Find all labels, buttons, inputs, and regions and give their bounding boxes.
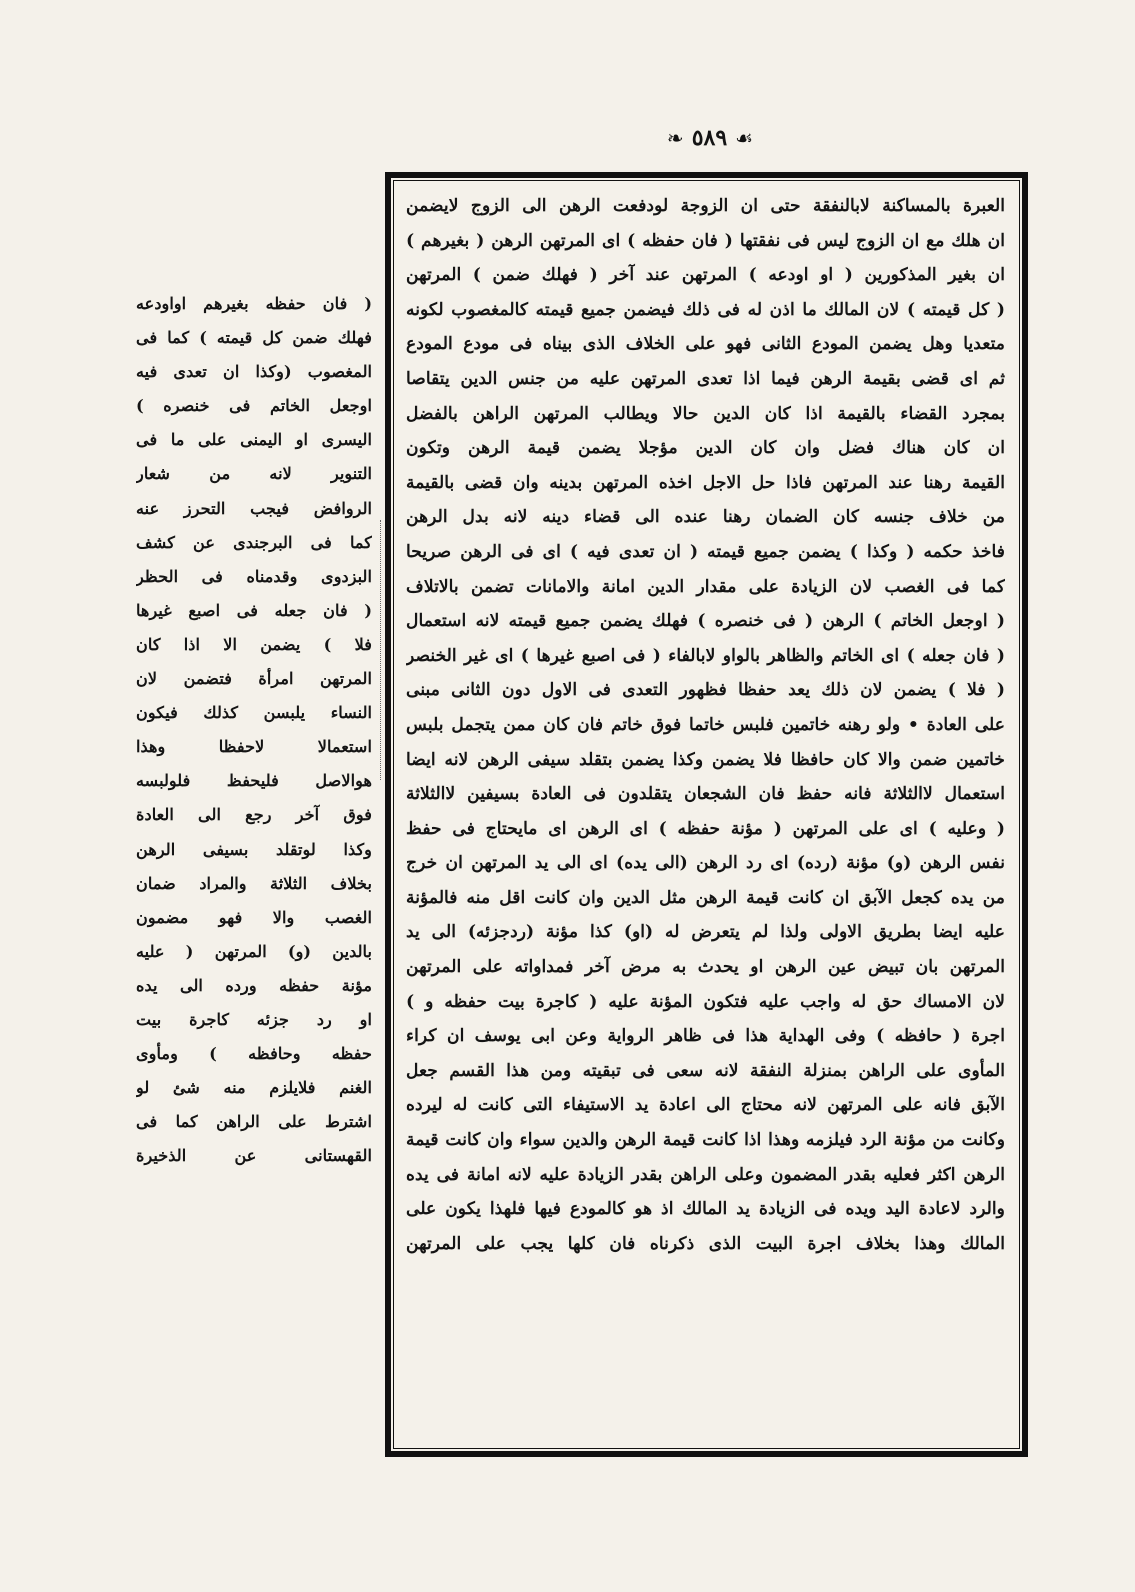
margin-text-line: فوق آخر رجع الى العادة xyxy=(136,805,372,825)
margin-commentary xyxy=(136,287,372,1173)
main-text-line: ( فان جعله ) اى الخاتم والظاهر بالواو لابالفاء ( فى اصبع غيرها ) اى غير الخنصر xyxy=(406,645,1005,666)
main-text-line: المرتهن بان تبيض عين الرهن او يحدث به مرض آخر فمداواته على المرتهن xyxy=(406,957,1005,978)
main-text-line: من يده كجعل الآبق ان كانت قيمة الرهن مثل الدين وان كانت اقل منه فالمؤنة xyxy=(406,887,1005,908)
ornament-left-icon: ❧ xyxy=(666,126,684,150)
margin-text-line: استعمالا لاحفظا وهذا xyxy=(136,737,372,757)
margin-text-line: او رد جزئه كاجرة بيت xyxy=(136,1009,372,1029)
column-divider xyxy=(380,520,382,780)
main-text-line: الآبق فانه على المرتهن لانه محتاج الى اعادة يد الاستيفاء التى كانت له ليرده xyxy=(406,1095,1005,1116)
margin-text-line: النساء يلبسن كذلك فيكون xyxy=(136,703,372,723)
margin-text-line: المغصوب (وكذا ان تعدى فيه xyxy=(136,362,372,382)
main-text-line: فاخذ حكمه ( وكذا ) يضمن جميع قيمته ( ان تعدى فيه ) اى فى الرهن صريحا xyxy=(406,541,1005,562)
margin-text-line: بالدين (و) المرتهن ( عليه xyxy=(136,941,372,961)
margin-text-line: فهلك ضمن كل قيمته ) كما فى xyxy=(136,328,372,348)
ornament-right-icon: ☙ xyxy=(735,126,754,150)
main-text-line: ( اوجعل الخاتم ) الرهن ( فى خنصره ) فهلك يضمن جميع قيمته لانه استعمال xyxy=(406,611,1005,632)
main-text-line: من خلاف جنسه كان الضمان رهنا عنده الى قضاء دينه لانه بدل الرهن xyxy=(406,507,1005,528)
main-text-line: كما فى الغصب لان الزيادة على مقدار الدين امانة والامانات تضمن بالاتلاف xyxy=(406,576,1005,597)
page-number: ٥٨٩ xyxy=(691,125,728,151)
margin-text-line: بخلاف الثلاثة والمراد ضمان xyxy=(136,873,372,893)
main-text-body xyxy=(393,180,1020,1449)
margin-text-line: كما فى البرجندى عن كشف xyxy=(136,532,372,552)
margin-text-line: فلا ) يضمن الا اذا كان xyxy=(136,634,372,654)
main-text-line: ( فلا ) يضمن لان ذلك يعد حفظا فظهور التعدى فى الاول دون الثانى مبنى xyxy=(406,680,1005,701)
margin-text-line: وكذا لوتقلد بسيفى الرهن xyxy=(136,839,372,859)
main-text-line: ان بغير المذكورين ( او اودعه ) المرتهن عند آخر ( فهلك ضمن ) المرتهن xyxy=(406,265,1005,286)
main-text-line: خاتمين ضمن والا كان حافظا فلا يضمن وكذا يضمن بتقلد سيفى الرهن لانه ايضا xyxy=(406,749,1005,770)
margin-text-line: مؤنة حفظه ورده الى يده xyxy=(136,975,372,995)
margin-text-line: القهستانى عن الذخيرة xyxy=(136,1146,372,1166)
main-text-line: لان الامساك حق له واجب عليه فتكون المؤنة عليه ( كاجرة بيت حفظه و ) xyxy=(406,991,1005,1012)
main-text-line: وكانت من مؤنة الرد فيلزمه وهذا اذا كانت قيمة الرهن والدين سواء وان كانت قيمة xyxy=(406,1130,1005,1151)
main-text-line: القيمة رهنا عند المرتهن فاذا حل الاجل اخذه المرتهن بدينه وان قضى بالقيمة xyxy=(406,472,1005,493)
main-text-line: ان كان هناك فضل وان كان الدين مؤجلا يضمن قيمة الرهن وتكون xyxy=(406,438,1005,459)
margin-text-line: اليسرى او اليمنى على ما فى xyxy=(136,430,372,450)
main-text-line: ( وعليه ) اى على المرتهن ( مؤنة حفظه ) اى الرهن اى مايحتاج فى حفظ xyxy=(406,818,1005,839)
main-text-line: على العادة • ولو رهنه خاتمين فلبس خاتما فوق خاتم فان كان ممن يتجمل بلبس xyxy=(406,714,1005,735)
margin-text-line: حفظه وحافظه ) ومأوى xyxy=(136,1044,372,1064)
margin-text-line: الغصب والا فهو مضمون xyxy=(136,907,372,927)
main-text-line: استعمال لاالثلاثة فانه حفظ فان الشجعان يتقلدون فى العادة بسيفين لاالثلاثة xyxy=(406,784,1005,805)
main-text-line: بمجرد القضاء بالقيمة اذا كان الدين حالا ويطالب المرتهن الراهن بالفضل xyxy=(406,403,1005,424)
main-text-line: متعديا وهل يضمن المودع الثانى فهو على الخلاف الذى بيناه فى مودع المودع xyxy=(406,334,1005,355)
margin-text-line: البزدوى وقدمناه فى الحظر xyxy=(136,566,372,586)
main-text-line: ثم اى قضى بقيمة الرهن فيما اذا تعدى المرتهن عليه من جنس الدين يتقاصا xyxy=(406,368,1005,389)
margin-text-line: الغنم فلايلزم منه شئ لو xyxy=(136,1078,372,1098)
main-text-line: نفس الرهن (و) مؤنة (رده) اى رد الرهن (الى يده) اى الى يد المرتهن ان خرج xyxy=(406,853,1005,874)
margin-text-line: المرتهن امرأة فتضمن لان xyxy=(136,669,372,689)
main-text-frame xyxy=(385,172,1028,1457)
main-text-line: ( كل قيمته ) لان المالك ما اذن له فى ذلك فيضمن جميع قيمته كالمغصوب لكونه xyxy=(406,299,1005,320)
main-text-line: ان هلك مع ان الزوج ليس فى نفقتها ( فان حفظه ) اى المرتهن الرهن ( بغيرهم ) xyxy=(406,230,1005,251)
main-text-line: والرد لاعادة اليد ويده فى الزيادة يد المالك اذ هو كالمودع فيها فلهذا يكون على xyxy=(406,1199,1005,1220)
margin-text-line: اوجعل الخاتم فى خنصره ) xyxy=(136,396,372,416)
main-text-line: الرهن اكثر فعليه بقدر المضمون وعلى الراهن بقدر الزيادة عليه لانه امانة فى يده xyxy=(406,1164,1005,1185)
main-text-line: عليه ايضا بطريق الاولى ولذا لم يتعرض له (او) كذا مؤنة (ردجزئه) الى يد xyxy=(406,922,1005,943)
margin-text-line: التنوير لانه من شعار xyxy=(136,464,372,484)
margin-text-line: الروافض فيجب التحرز عنه xyxy=(136,498,372,518)
margin-text-line: اشترط على الراهن كما فى xyxy=(136,1112,372,1132)
main-text-line: اجرة ( حافظه ) وفى الهداية هذا فى ظاهر الرواية وعن ابى يوسف ان كراء xyxy=(406,1026,1005,1047)
page-header xyxy=(620,122,800,154)
margin-text-line: ( فان جعله فى اصبع غيرها xyxy=(136,600,372,620)
main-text-line: العبرة بالمساكنة لابالنفقة حتى ان الزوجة لودفعت الرهن الى الزوج لايضمن xyxy=(406,196,1005,216)
main-text-line: المأوى على الراهن بمنزلة النفقة لانه سعى فى تبقيته ومن هذا القسم جعل xyxy=(406,1060,1005,1081)
margin-text-line: ( فان حفظه بغيرهم اواودعه xyxy=(136,294,372,313)
main-text-line: المالك وهذا بخلاف اجرة البيت الذى ذكرناه فان كلها يجب على المرتهن xyxy=(406,1233,1005,1254)
margin-text-line: هوالاصل فليحفظ فلولبسه xyxy=(136,771,372,791)
